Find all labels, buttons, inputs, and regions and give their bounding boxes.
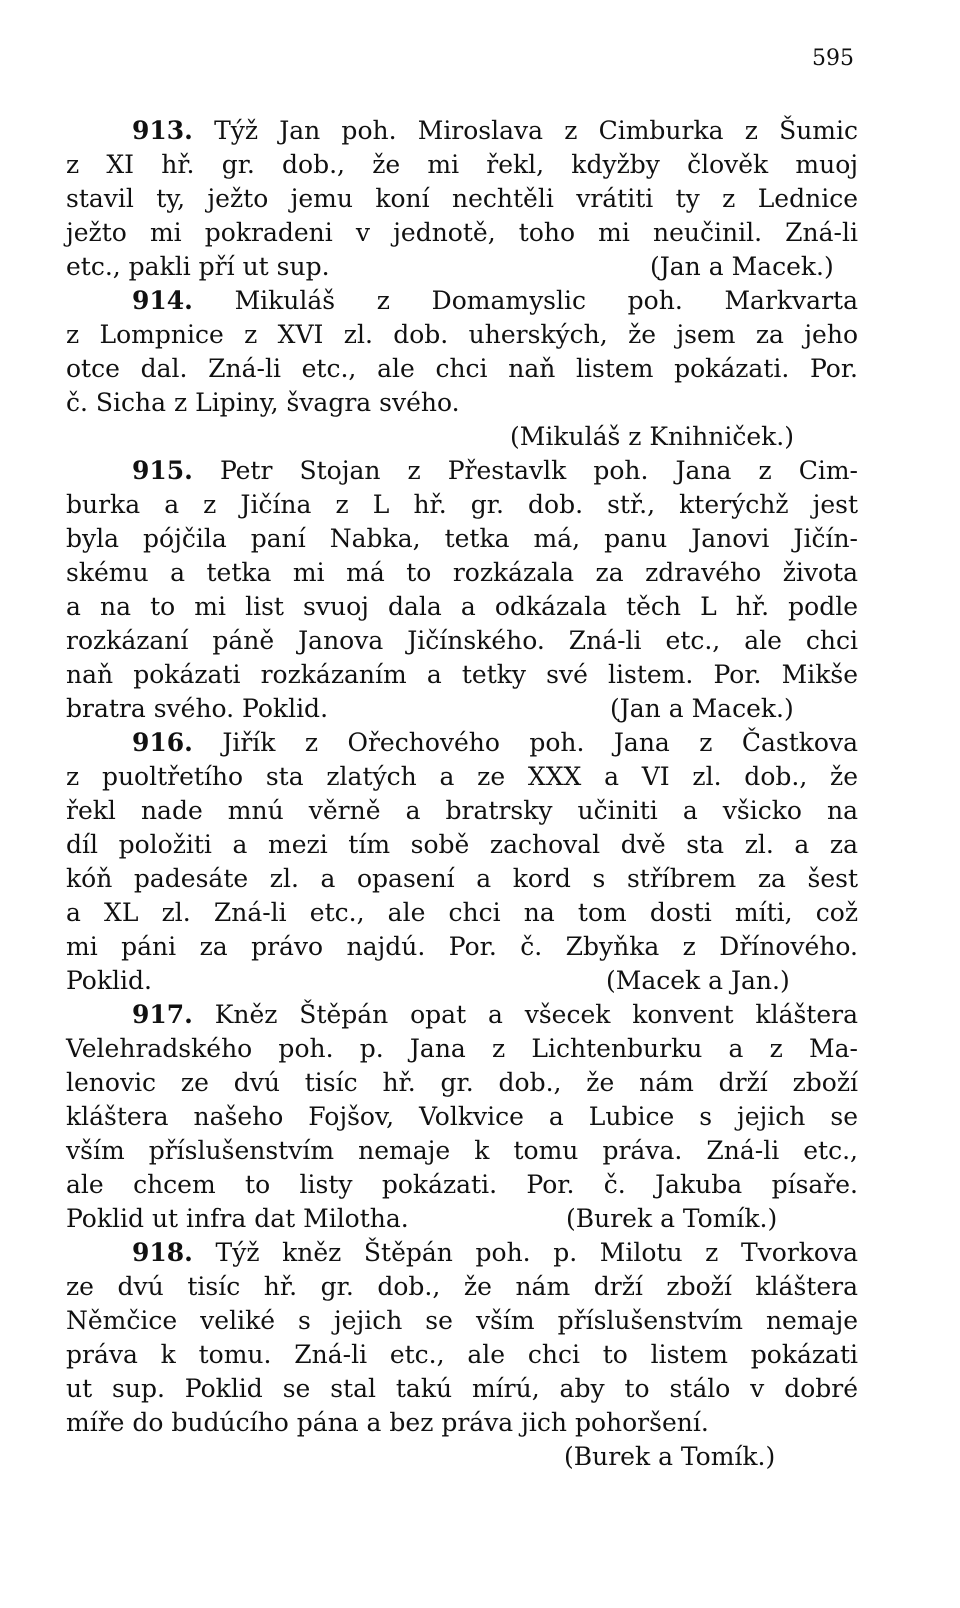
entry-913-line-1: 913. Týž Jan poh. Miroslava z Cimburka z Šumic [132,116,858,145]
entry-number: 913. [132,116,193,145]
entry-916-line-5: kóň padesáte zl. a opasení a kord s stříbrem za šest [66,864,858,893]
entry-914-signature: (Mikuláš z Knihniček.) [510,422,795,451]
entry-916-line-7: mi páni za právo najdú. Por. č. Zbyňka z Dřínového. [66,932,858,961]
entry-915-line-1: 915. Petr Stojan z Přestavlk poh. Jana z Cim- [132,456,858,485]
entry-915-line-6: rozkázaní páně Janova Jičínského. Zná-li etc., ale chci [66,626,858,655]
entry-913-line-2: z XI hř. gr. dob., že mi řekl, kdyžby člověk muoj [66,150,858,179]
entry-915-line-7: naň pokázati rozkázaním a tetky své listem. Por. Mikše [66,660,858,689]
entry-number: 916. [132,728,193,757]
entry-918-line-4: práva k tomu. Zná-li etc., ale chci to listem pokázati [66,1340,858,1369]
entry-913-line-4: ježto mi pokradeni v jednotě, toho mi neučinil. Zná-li [66,218,858,247]
entry-916-line-2: z puoltřetího sta zlatých a ze XXX a VI zl. dob., že [66,762,858,791]
entry-918-line-3: Němčice veliké s jejich se vším příslušenstvím nemaje [66,1306,858,1335]
entry-915-signature: (Jan a Macek.) [610,694,794,723]
entry-916-line-4: díl položiti a mezi tím sobě zachoval dvě sta zl. a za [66,830,858,859]
entry-918-line-1: 918. Týž kněz Štěpán poh. p. Milotu z Tvorkova [132,1238,858,1267]
entry-916-line-6: a XL zl. Zná-li etc., ale chci na tom dosti míti, což [66,898,858,927]
entry-915-line-4: skému a tetka mi má to rozkázala za zdravého života [66,558,858,587]
entry-915-line-5: a na to mi list svuoj dala a odkázala těch L hř. podle [66,592,858,621]
entry-914-line-2: z Lompnice z XVI zl. dob. uherských, že jsem za jeho [66,320,858,349]
entry-917-line-5: vším příslušenstvím nemaje k tomu práva. Zná-li etc., [66,1136,858,1165]
entry-number: 918. [132,1238,193,1267]
entry-917-line-4: kláštera našeho Fojšov, Volkvice a Lubice s jejich se [66,1102,858,1131]
entry-917-line-2: Velehradského poh. p. Jana z Lichtenburku a z Ma- [66,1034,858,1063]
entry-917-signature: (Burek a Tomík.) [566,1204,778,1233]
entry-918-signature: (Burek a Tomík.) [564,1442,776,1471]
entry-913-signature: (Jan a Macek.) [650,252,834,281]
entry-916-line-3: řekl nade mnú věrně a bratrsky učiniti a všicko na [66,796,858,825]
entry-916-line-1: 916. Jiřík z Ořechového poh. Jana z Častkova [132,728,858,757]
entry-914-line-1: 914. Mikuláš z Domamyslic poh. Markvarta [132,286,858,315]
entry-913-line-5: etc., pakli pří ut sup. [66,252,330,281]
entry-913-line-3: stavil ty, ježto jemu koní nechtěli vrátiti ty z Lednice [66,184,858,213]
entry-916-signature: (Macek a Jan.) [606,966,790,995]
page-number: 595 [812,46,854,71]
entry-917-line-3: lenovic ze dvú tisíc hř. gr. dob., že nám drží zboží [66,1068,858,1097]
entry-914-line-3: otce dal. Zná-li etc., ale chci naň listem pokázati. Por. [66,354,858,383]
entry-915-line-3: byla pójčila paní Nabka, tetka má, panu Janovi Jičín- [66,524,858,553]
entry-914-line-4: č. Sicha z Lipiny, švagra svého. [66,388,460,417]
entry-number: 917. [132,1000,193,1029]
entry-917-line-7: Poklid ut infra dat Milotha. [66,1204,409,1233]
entry-917-line-1: 917. Kněz Štěpán opat a všecek konvent kláštera [132,1000,859,1029]
entry-915-line-8: bratra svého. Poklid. [66,694,329,723]
entry-915-line-2: burka a z Jičína z L hř. gr. dob. stř., kterýchž jest [66,490,858,519]
entry-918-line-6: míře do budúcího pána a bez práva jich pohoršení. [66,1408,709,1437]
entry-number: 914. [132,286,193,315]
entry-917-line-6: ale chcem to listy pokázati. Por. č. Jakuba písaře. [66,1170,858,1199]
entry-916-line-8: Poklid. [66,966,152,995]
entry-918-line-2: ze dvú tisíc hř. gr. dob., že nám drží zboží kláštera [66,1272,858,1301]
entry-number: 915. [132,456,193,485]
entry-918-line-5: ut sup. Poklid se stal takú mírú, aby to stálo v dobré [66,1374,858,1403]
